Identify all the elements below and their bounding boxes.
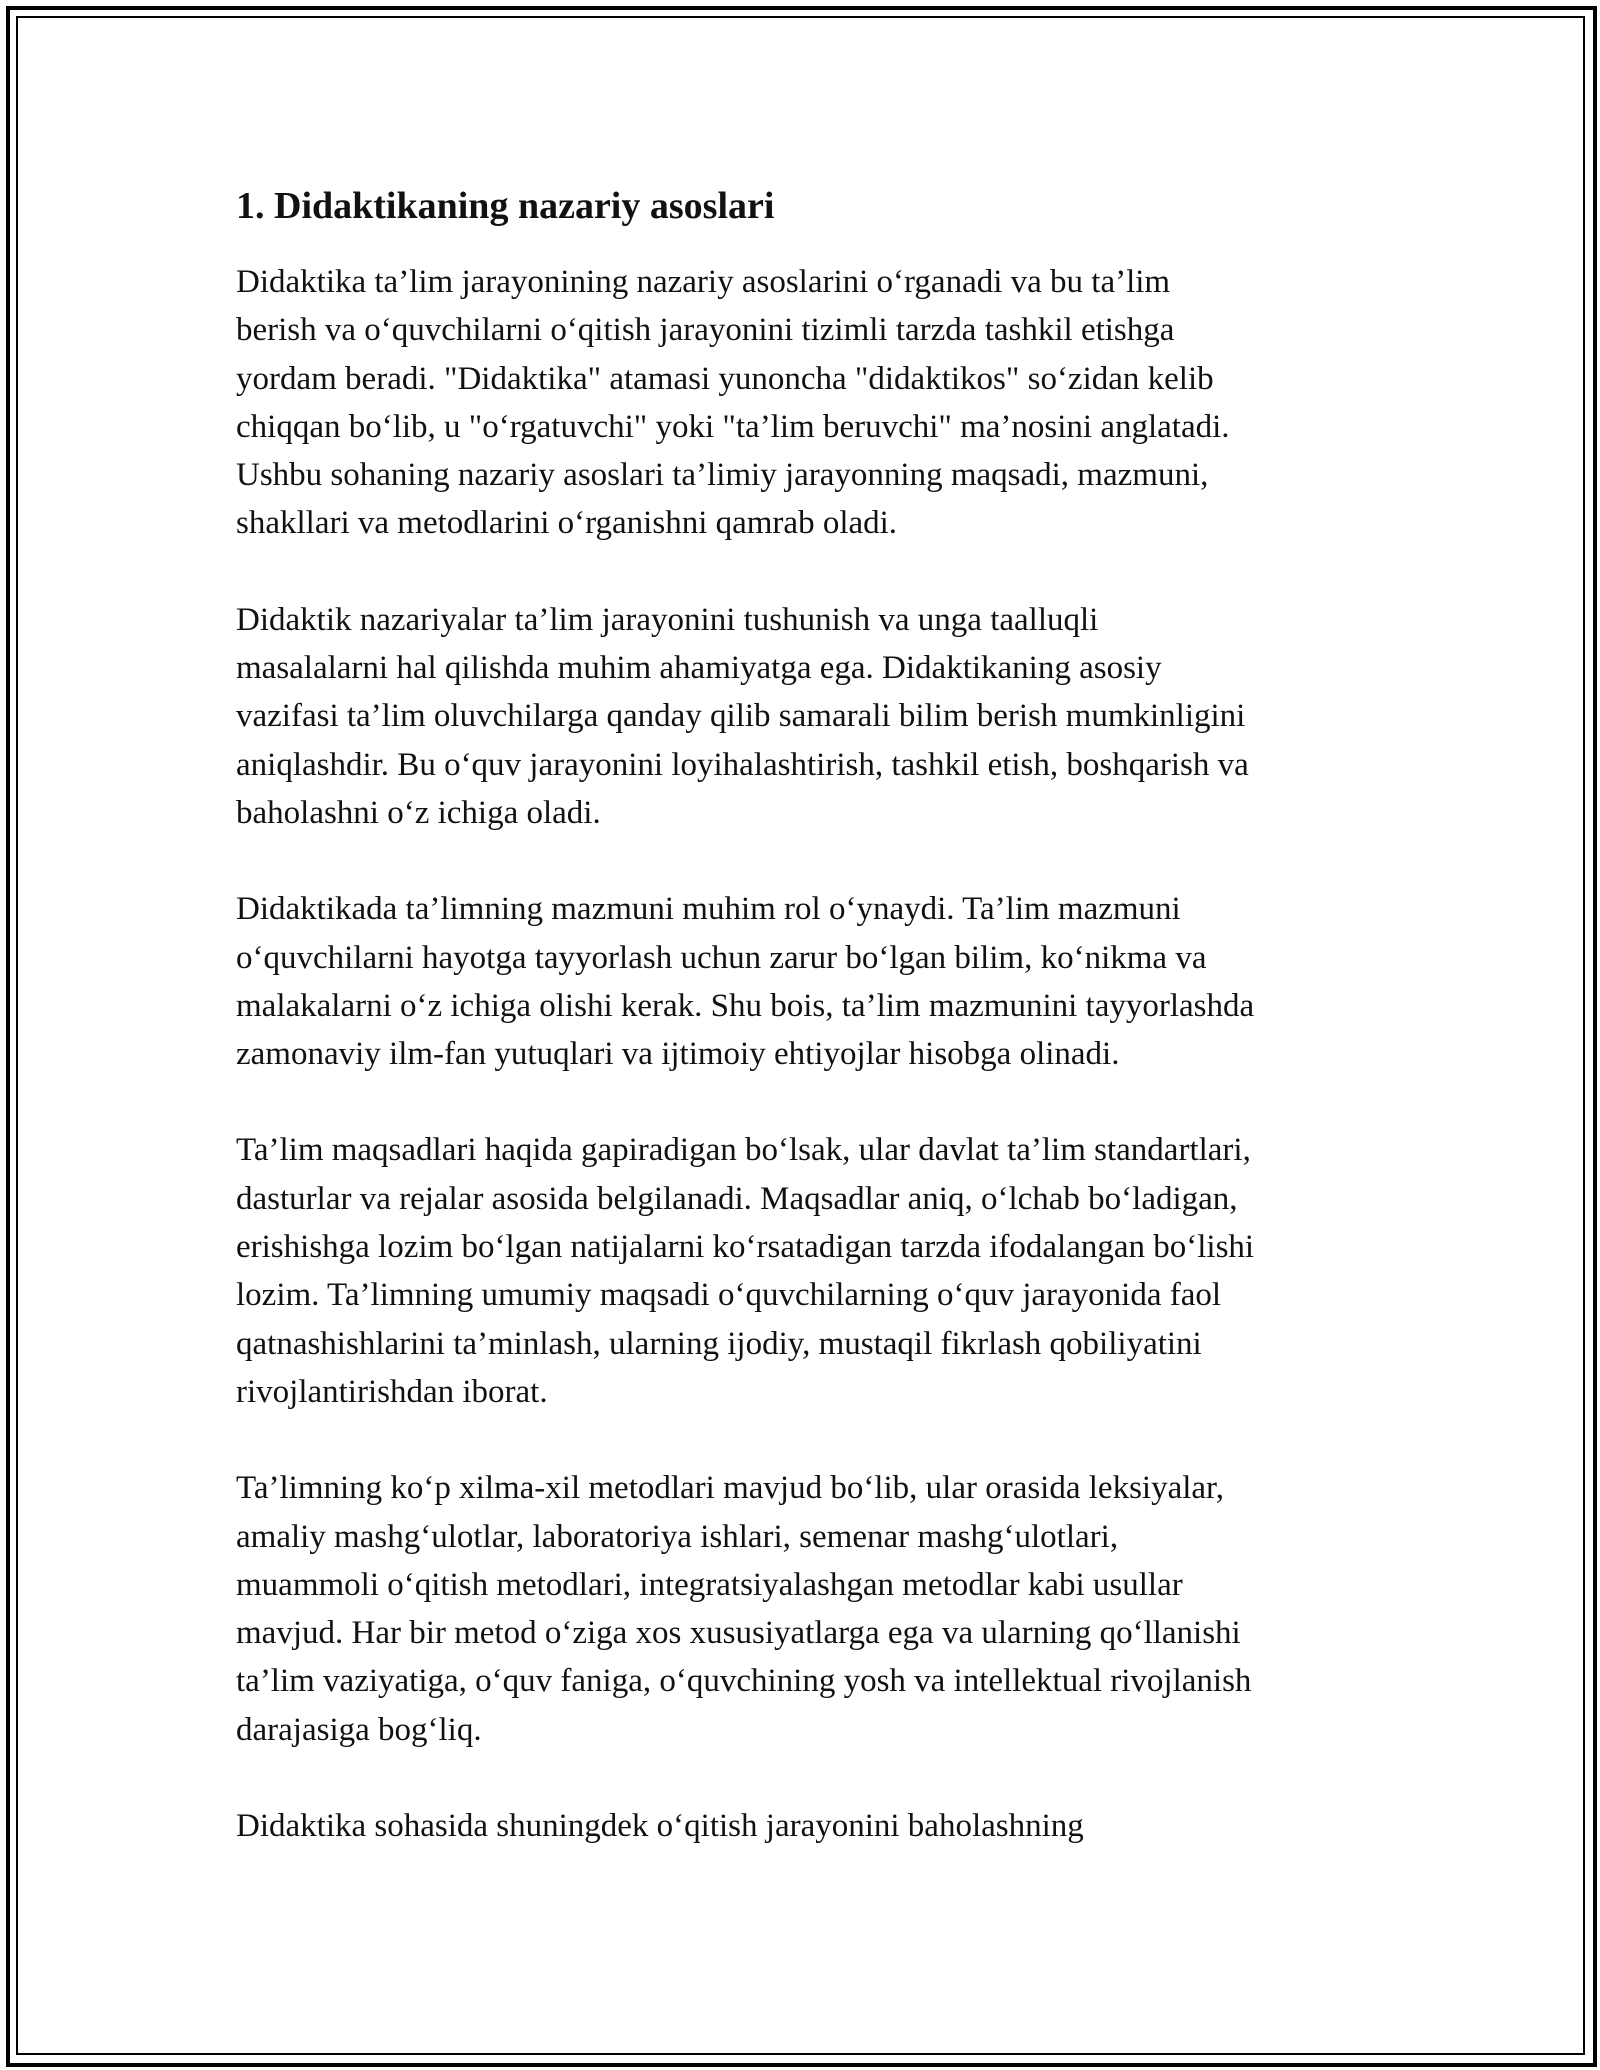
- paragraph-3: Didaktikada ta’limning mazmuni muhim rol o‘ynaydi. Ta’lim mazmuni o‘quvchilarni hayotga tayyorlash uchun zarur bo‘lgan bilim, ko‘nikma va malakalarni o‘z ichiga olishi kerak. Shu bois, ta’lim mazmunini tayyorlashda zamonaviy ilm-fan yutuqlari va ijtimoiy ehtiyojlar hisobga olinadi.: [236, 891, 1255, 1073]
- document-body: [236, 182, 1376, 1898]
- paragraph-1: Didaktika ta’lim jarayonining nazariy asoslarini o‘rganadi va bu ta’lim berish va o‘quvchilarni o‘qitish jarayonini tizimli tarzda tashkil etishga yordam beradi. "Didaktika" atamasi yunoncha "didaktikos" so‘zidan kelib chiqqan bo‘lib, u "o‘rgatuvchi" yoki "ta’lim beruvchi" ma’nosini anglatadi. Ushbu sohaning nazariy asoslari ta’limiy jarayonning maqsadi, mazmuni, shakllari va metodlarini o‘rganishni qamrab oladi.: [236, 264, 1230, 542]
- paragraph-6: Didaktika sohasida shuningdek o‘qitish jarayonini baholashning: [236, 1808, 1084, 1845]
- paragraph-4: Ta’lim maqsadlari haqida gapiradigan bo‘lsak, ular davlat ta’lim standartlari, dasturlar va rejalar asosida belgilanadi. Maqsadlar aniq, o‘lchab bo‘ladigan, erishishga lozim bo‘lgan natijalarni ko‘rsatadigan tarzda ifodalangan bo‘lishi lozim. Ta’limning umumiy maqsadi o‘quvchilarning o‘quv jarayonida faol qatnashishlarini ta’minlash, ularning ijodiy, mustaqil fikrlash qobiliyatini rivojlantirishdan iborat.: [236, 1132, 1255, 1410]
- paragraph-2: Didaktik nazariyalar ta’lim jarayonini tushunish va unga taalluqli masalalarni hal qilishda muhim ahamiyatga ega. Didaktikaning asosiy vazifasi ta’lim oluvchilarga qanday qilib samarali bilim berish mumkinligini aniqlashdir. Bu o‘quv jarayonini loyihalashtirish, tashkil etish, boshqarish va baholashni o‘z ichiga oladi.: [236, 601, 1249, 831]
- paragraph-5: Ta’limning ko‘p xilma-xil metodlari mavjud bo‘lib, ular orasida leksiyalar, amaliy mashg‘ulotlar, laboratoriya ishlari, semenar mashg‘ulotlari, muammoli o‘qitish metodlari, integratsiyalashgan metodlar kabi usullar mavjud. Har bir metod o‘ziga xos xususiyatlarga ega va ularning qo‘llanishi ta’lim vaziyatiga, o‘quv faniga, o‘quvchining yosh va intellektual rivojlanish darajasiga bog‘liq.: [236, 1470, 1252, 1748]
- section-heading: 1. Didaktikaning nazariy asoslari: [236, 185, 775, 227]
